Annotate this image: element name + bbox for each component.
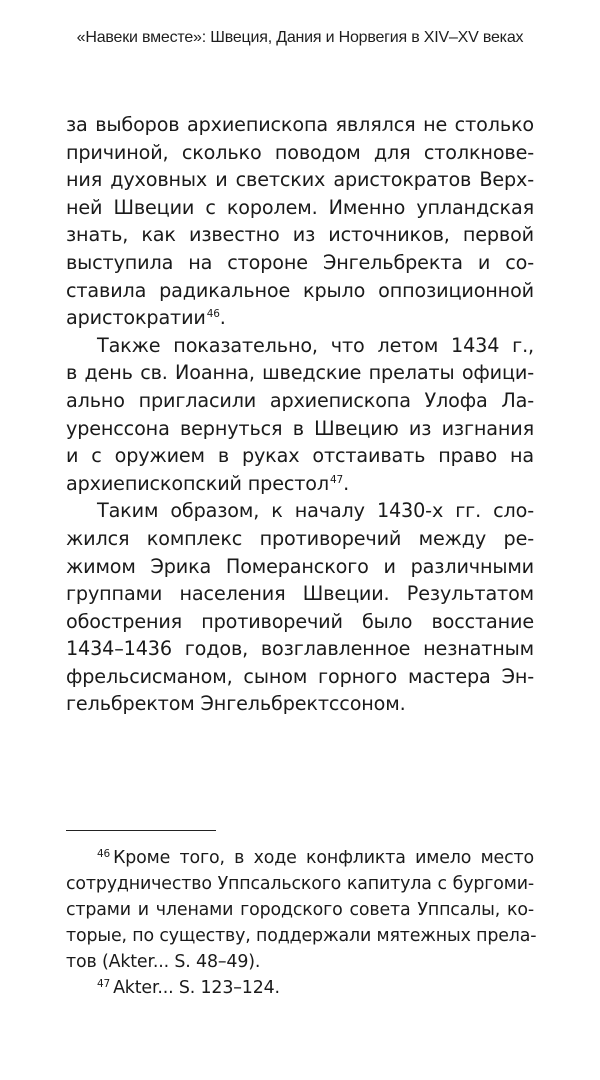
text-line: ния духовных и светских аристократов Верх- bbox=[66, 168, 534, 192]
text-line: уренссона вернуться в Швецию из изгнания bbox=[66, 416, 534, 440]
footnote-ref-47[interactable]: 47 bbox=[330, 473, 344, 486]
text-line: в день св. Иоанна, шведские прелаты офици- bbox=[66, 361, 534, 385]
footnote-divider bbox=[66, 830, 216, 831]
paragraph-1 bbox=[66, 111, 534, 332]
paragraph-3 bbox=[66, 497, 534, 718]
text-line bbox=[66, 845, 534, 871]
footnote-number: 46 bbox=[97, 848, 111, 860]
text-segment: Akter... S. 123–124. bbox=[113, 978, 280, 998]
punctuation: . bbox=[219, 306, 226, 330]
text-line: за выборов архиепископа являлся не столько bbox=[66, 113, 534, 136]
text-line: выступила на стороне Энгельбректа и со- bbox=[66, 250, 534, 274]
text-line: тов (Akter... S. 48–49). bbox=[66, 952, 261, 972]
text-line: страми и членами городского совета Уппсалы, ко- bbox=[66, 900, 534, 920]
text-line: знать, как известно из источников, первой bbox=[66, 223, 534, 247]
text-line: причиной, сколько поводом для столкнове- bbox=[66, 140, 534, 164]
text-line: и с оружием в руках отстаивать право на bbox=[66, 444, 534, 468]
running-head: «Навеки вместе»: Швеция, Дания и Норвегия в XIV–XV веках bbox=[76, 29, 524, 46]
text-line: жился комплекс противоречий между ре- bbox=[66, 526, 534, 550]
text-line: Также показательно, что летом 1434 г., bbox=[97, 333, 534, 357]
text-line: сотрудничество Уппсальского капитула с бургоми- bbox=[66, 874, 534, 894]
footnotes bbox=[66, 845, 537, 1001]
footnote-47 bbox=[66, 975, 534, 1001]
footnote-ref-46[interactable]: 46 bbox=[206, 308, 220, 321]
text-line bbox=[66, 975, 534, 1001]
text-line: группами населения Швеции. Результатом bbox=[66, 582, 534, 606]
text-line: ставила радикальное крыло оппозиционной bbox=[66, 278, 534, 302]
text-segment: аристократии bbox=[66, 306, 206, 330]
text-segment: архиепископский престол bbox=[66, 471, 329, 495]
footnote-46 bbox=[66, 845, 537, 975]
text-line: обострения противоречий было восстание bbox=[66, 609, 534, 633]
text-line bbox=[66, 304, 534, 332]
text-line: ней Швеции с королем. Именно упландская bbox=[66, 195, 534, 219]
body-text bbox=[66, 111, 534, 718]
paragraph-2 bbox=[66, 332, 534, 498]
punctuation: . bbox=[343, 471, 350, 495]
text-line bbox=[66, 470, 534, 498]
footnote-number: 47 bbox=[97, 978, 111, 990]
text-line: гельбректом Энгельбректссоном. bbox=[66, 692, 406, 716]
text-line: Таким образом, к началу 1430-х гг. сло- bbox=[97, 499, 534, 523]
text-segment: Кроме того, в ходе конфликта имело место bbox=[113, 848, 534, 868]
text-line: жимом Эрика Померанского и различными bbox=[66, 554, 534, 578]
text-line: фрельсисманом, сыном горного мастера Эн- bbox=[66, 664, 534, 688]
text-line: ально пригласили архиепископа Улофа Ла- bbox=[66, 388, 534, 412]
text-line: 1434–1436 годов, возглавленное незнатным bbox=[66, 637, 534, 661]
text-line: торые, по существу, поддержали мятежных прела- bbox=[66, 926, 537, 946]
